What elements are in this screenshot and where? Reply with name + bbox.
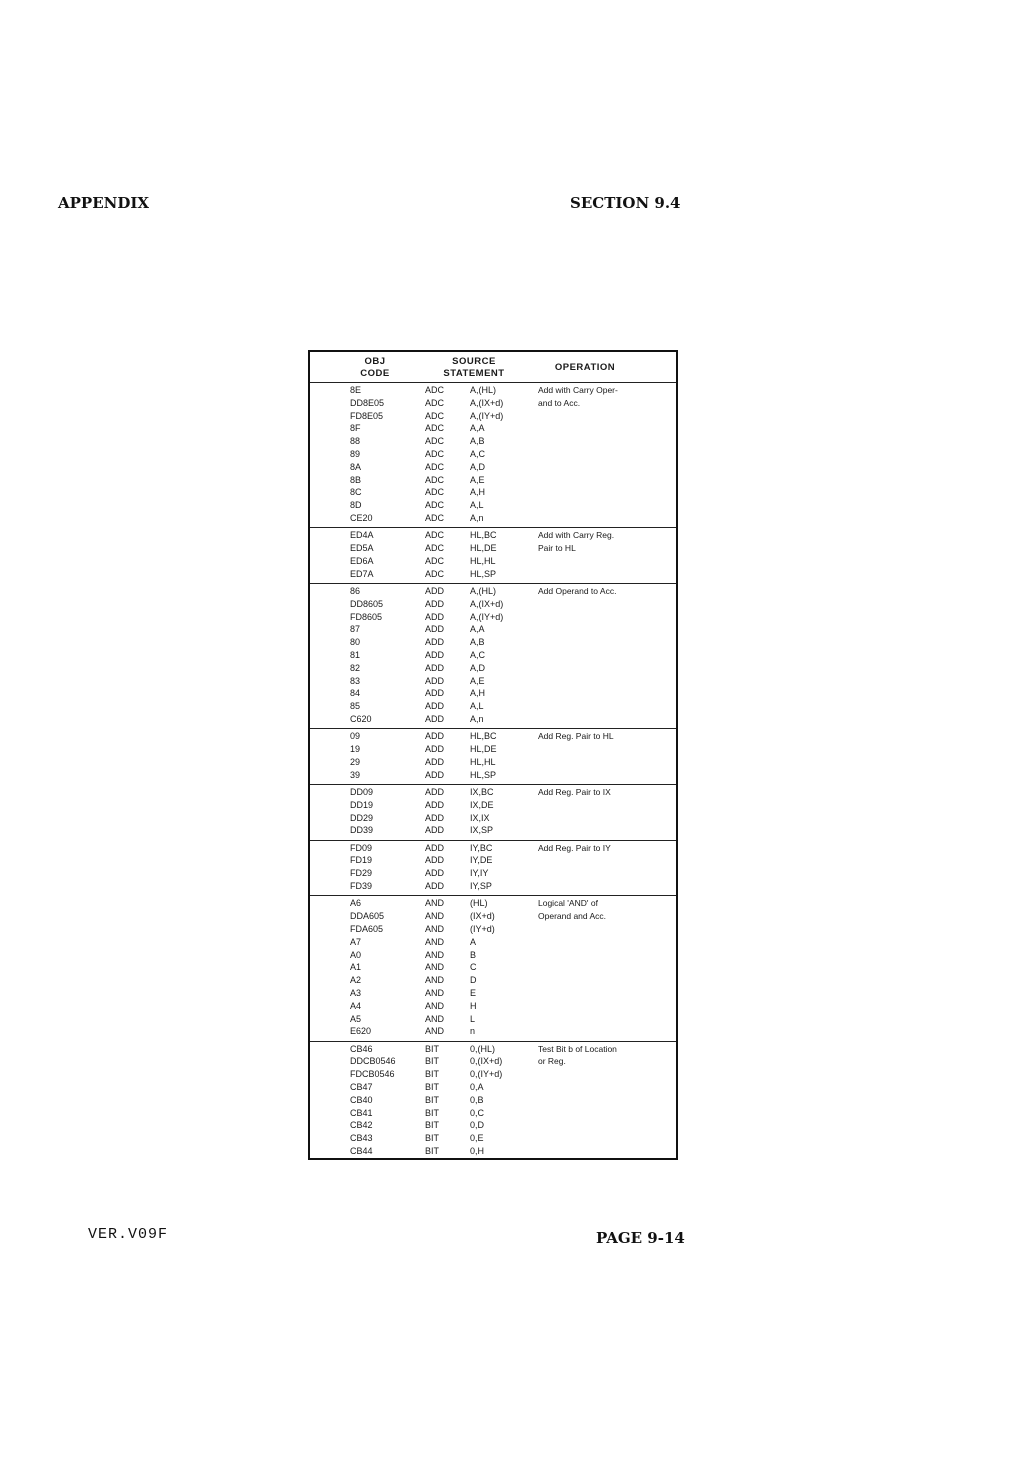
obj-code-cell: 8B — [350, 474, 362, 485]
operand-cell: A,D — [470, 662, 486, 673]
operation-line: and to Acc. — [538, 397, 581, 408]
obj-code-cell: ED7A — [350, 568, 374, 579]
mnemonic-cell: ADD — [425, 688, 445, 699]
obj-code-cell: FDCB0546 — [350, 1069, 395, 1080]
obj-code-cell: FD8605 — [350, 611, 383, 622]
obj-code-cell: 86 — [350, 586, 361, 596]
mnemonic-cell: ADD — [425, 812, 445, 823]
obj-code-cell: ED6A — [350, 555, 374, 566]
obj-code-cell: A2 — [350, 975, 362, 986]
obj-code-cell: A7 — [350, 936, 362, 947]
obj-code-cell: 8E — [350, 385, 362, 395]
obj-code-cell: A0 — [350, 949, 362, 960]
mnemonic-cell: ADD — [425, 586, 445, 596]
table-row — [310, 713, 676, 726]
row-group — [310, 784, 676, 840]
mnemonic-cell: BIT — [425, 1056, 440, 1067]
obj-code-cell: A6 — [350, 898, 362, 909]
obj-code-cell: 87 — [350, 624, 361, 635]
mnemonic-cell: AND — [425, 962, 445, 973]
table-row — [310, 961, 676, 974]
operation-line: Operand and Acc. — [538, 911, 607, 922]
mnemonic-cell: ADC — [425, 448, 445, 459]
table-row — [310, 448, 676, 461]
col-header-source — [428, 356, 520, 380]
mnemonic-cell: ADD — [425, 731, 445, 742]
table-row — [310, 987, 676, 1000]
operation-line: Logical 'AND' of — [538, 898, 598, 909]
obj-code-cell: CB40 — [350, 1094, 373, 1105]
mnemonic-cell: ADD — [425, 799, 445, 810]
table-row — [310, 435, 676, 448]
operand-cell: IY,BC — [470, 842, 493, 853]
operand-cell: A,H — [470, 688, 486, 699]
operand-cell: 0,C — [470, 1107, 485, 1118]
mnemonic-cell: AND — [425, 949, 445, 960]
table-row — [310, 910, 676, 923]
operand-cell: A,C — [470, 649, 486, 660]
operand-cell: IY,IY — [470, 868, 489, 879]
operand-cell: IY,DE — [470, 855, 493, 866]
operand-cell: HL,SP — [470, 769, 497, 780]
operand-cell: A,B — [470, 637, 485, 648]
row-group — [310, 1041, 676, 1161]
operand-cell: 0,(HL) — [470, 1043, 496, 1054]
obj-code-cell: A1 — [350, 962, 362, 973]
obj-code-cell: 84 — [350, 688, 361, 699]
table-row — [310, 623, 676, 636]
table-row — [310, 880, 676, 893]
operation-line: Pair to HL — [538, 543, 576, 554]
obj-code-cell: 85 — [350, 701, 361, 712]
operand-cell: A,(IY+d) — [470, 410, 504, 421]
table-row — [310, 730, 676, 743]
table-row — [310, 687, 676, 700]
operand-cell: C — [470, 962, 477, 973]
table-row — [310, 422, 676, 435]
mnemonic-cell: ADC — [425, 568, 445, 579]
mnemonic-cell: ADC — [425, 436, 445, 447]
footer-version: VER.V09F — [88, 1226, 169, 1243]
operand-cell: HL,DE — [470, 543, 497, 554]
mnemonic-cell: BIT — [425, 1043, 440, 1054]
obj-code-cell: DDCB0546 — [350, 1056, 396, 1067]
table-row — [310, 1000, 676, 1013]
table-row — [310, 529, 676, 542]
obj-code-cell: DD19 — [350, 799, 374, 810]
operand-cell: A,(HL) — [470, 385, 497, 395]
table-row — [310, 542, 676, 555]
mnemonic-cell: ADD — [425, 842, 445, 853]
table-row — [310, 1081, 676, 1094]
table-row — [310, 1094, 676, 1107]
obj-code-cell: DD09 — [350, 787, 374, 797]
obj-code-cell: 8F — [350, 423, 361, 434]
mnemonic-cell: BIT — [425, 1120, 440, 1131]
operation-line: or Reg. — [538, 1056, 566, 1067]
operand-cell: 0,E — [470, 1133, 484, 1144]
row-group — [310, 527, 676, 583]
mnemonic-cell: ADC — [425, 543, 445, 554]
obj-code-cell: 19 — [350, 744, 361, 755]
obj-code-cell: 8D — [350, 500, 362, 511]
obj-code-cell: 89 — [350, 448, 361, 459]
table-row — [310, 1025, 676, 1038]
obj-code-cell: CB47 — [350, 1082, 373, 1093]
mnemonic-cell: BIT — [425, 1094, 440, 1105]
operand-cell: A,B — [470, 436, 485, 447]
operand-cell: 0,H — [470, 1146, 485, 1157]
mnemonic-cell: ADD — [425, 675, 445, 686]
operation-line: Add with Carry Oper- — [538, 385, 618, 395]
operand-cell: IX,SP — [470, 825, 494, 836]
table-row — [310, 568, 676, 581]
mnemonic-cell: BIT — [425, 1069, 440, 1080]
mnemonic-cell: ADD — [425, 637, 445, 648]
mnemonic-cell: AND — [425, 1026, 445, 1037]
mnemonic-cell: ADD — [425, 744, 445, 755]
operand-cell: A,(IX+d) — [470, 598, 504, 609]
mnemonic-cell: ADD — [425, 701, 445, 712]
col-header-obj-code — [340, 356, 410, 380]
mnemonic-cell: ADD — [425, 855, 445, 866]
obj-code-cell: FD09 — [350, 842, 373, 853]
table-row — [310, 949, 676, 962]
operand-cell: HL,DE — [470, 744, 497, 755]
row-group — [310, 895, 676, 1040]
operation-line: Add Reg. Pair to IY — [538, 842, 611, 853]
table-row — [310, 461, 676, 474]
row-group — [310, 840, 676, 896]
table-row — [310, 756, 676, 769]
obj-code-cell: FD8E05 — [350, 410, 384, 421]
table-row — [310, 662, 676, 675]
obj-code-cell: DDA605 — [350, 911, 385, 922]
operand-cell: A,n — [470, 713, 484, 724]
mnemonic-cell: BIT — [425, 1082, 440, 1093]
obj-code-cell: E620 — [350, 1026, 372, 1037]
mnemonic-cell: AND — [425, 923, 445, 934]
table-row — [310, 397, 676, 410]
table-row — [310, 555, 676, 568]
obj-code-cell: A4 — [350, 1000, 362, 1011]
obj-code-cell: FD19 — [350, 855, 373, 866]
mnemonic-cell: ADC — [425, 500, 445, 511]
obj-code-cell: 8A — [350, 461, 362, 472]
table-row — [310, 1145, 676, 1158]
operation-line: Add Reg. Pair to IX — [538, 787, 611, 797]
row-group — [310, 583, 676, 728]
table-row — [310, 842, 676, 855]
operand-cell: A,(IY+d) — [470, 611, 504, 622]
table-row — [310, 636, 676, 649]
mnemonic-cell: ADC — [425, 530, 445, 541]
row-group — [310, 382, 676, 527]
mnemonic-cell: ADD — [425, 756, 445, 767]
table-row — [310, 974, 676, 987]
obj-code-cell: 81 — [350, 649, 361, 660]
operation-line: Add Operand to Acc. — [538, 586, 617, 596]
obj-code-cell: 09 — [350, 731, 361, 742]
operand-cell: E — [470, 987, 477, 998]
mnemonic-cell: AND — [425, 898, 445, 909]
obj-code-cell: CB44 — [350, 1146, 373, 1157]
col-header-src-line2: STATEMENT — [443, 368, 505, 379]
obj-code-cell: 8C — [350, 487, 362, 498]
operand-cell: 0,D — [470, 1120, 485, 1131]
instruction-table — [308, 350, 678, 1160]
mnemonic-cell: ADD — [425, 881, 445, 892]
operand-cell: D — [470, 975, 477, 986]
operand-cell: H — [470, 1000, 477, 1011]
mnemonic-cell: ADC — [425, 555, 445, 566]
mnemonic-cell: BIT — [425, 1146, 440, 1157]
table-row — [310, 812, 676, 825]
mnemonic-cell: AND — [425, 975, 445, 986]
obj-code-cell: 29 — [350, 756, 361, 767]
operand-cell: HL,HL — [470, 555, 496, 566]
operand-cell: A,H — [470, 487, 486, 498]
operand-cell: 0,A — [470, 1082, 484, 1093]
operand-cell: (IY+d) — [470, 923, 495, 934]
mnemonic-cell: AND — [425, 987, 445, 998]
operand-cell: (HL) — [470, 898, 488, 909]
table-row — [310, 769, 676, 782]
header-appendix: APPENDIX — [58, 194, 150, 212]
table-row — [310, 799, 676, 812]
mnemonic-cell: ADD — [425, 624, 445, 635]
operand-cell: A,L — [470, 701, 484, 712]
table-row — [310, 1013, 676, 1026]
operand-cell: A,(HL) — [470, 586, 497, 596]
table-row — [310, 1068, 676, 1081]
table-row — [310, 1107, 676, 1120]
obj-code-cell: CB42 — [350, 1120, 373, 1131]
operand-cell: A,E — [470, 675, 485, 686]
operand-cell: A,E — [470, 474, 485, 485]
mnemonic-cell: ADD — [425, 825, 445, 836]
table-row — [310, 1119, 676, 1132]
operation-line: Test Bit b of Location — [538, 1043, 617, 1054]
operand-cell: A,A — [470, 423, 485, 434]
obj-code-cell: FD39 — [350, 881, 373, 892]
obj-code-cell: CB46 — [350, 1043, 373, 1054]
mnemonic-cell: ADC — [425, 423, 445, 434]
operation-line: Add with Carry Reg. — [538, 530, 615, 541]
table-row — [310, 824, 676, 837]
obj-code-cell: CB43 — [350, 1133, 373, 1144]
operand-cell: A,(IX+d) — [470, 397, 504, 408]
mnemonic-cell: ADD — [425, 598, 445, 609]
mnemonic-cell: ADC — [425, 487, 445, 498]
table-row — [310, 675, 676, 688]
mnemonic-cell: ADD — [425, 787, 445, 797]
col-header-obj-line2: CODE — [360, 368, 390, 379]
obj-code-cell: FD29 — [350, 868, 373, 879]
table-row — [310, 512, 676, 525]
obj-code-cell: 80 — [350, 637, 361, 648]
mnemonic-cell: BIT — [425, 1133, 440, 1144]
row-group — [310, 728, 676, 784]
col-header-src-line1: SOURCE — [452, 356, 496, 367]
mnemonic-cell: ADD — [425, 649, 445, 660]
operand-cell: n — [470, 1026, 476, 1037]
mnemonic-cell: ADD — [425, 662, 445, 673]
table-row — [310, 923, 676, 936]
table-row — [310, 1043, 676, 1056]
operand-cell: A,D — [470, 461, 486, 472]
obj-code-cell: DD29 — [350, 812, 374, 823]
mnemonic-cell: ADC — [425, 385, 445, 395]
table-row — [310, 598, 676, 611]
mnemonic-cell: AND — [425, 1000, 445, 1011]
table-row — [310, 897, 676, 910]
table-row — [310, 1055, 676, 1068]
table-row — [310, 1132, 676, 1145]
obj-code-cell: FDA605 — [350, 923, 384, 934]
operand-cell: A,n — [470, 512, 484, 523]
table-row — [310, 611, 676, 624]
table-row — [310, 867, 676, 880]
table-row — [310, 649, 676, 662]
table-row — [310, 410, 676, 423]
obj-code-cell: 83 — [350, 675, 361, 686]
operand-cell: IX,IX — [470, 812, 490, 823]
mnemonic-cell: ADC — [425, 410, 445, 421]
obj-code-cell: A5 — [350, 1013, 362, 1024]
obj-code-cell: CB41 — [350, 1107, 373, 1118]
table-row — [310, 499, 676, 512]
operand-cell: IX,DE — [470, 799, 494, 810]
col-header-obj-line1: OBJ — [364, 356, 386, 367]
obj-code-cell: CE20 — [350, 512, 373, 523]
operand-cell: IY,SP — [470, 881, 492, 892]
table-row — [310, 700, 676, 713]
mnemonic-cell: ADD — [425, 713, 445, 724]
operand-cell: IX,BC — [470, 787, 494, 797]
operand-cell: B — [470, 949, 477, 960]
mnemonic-cell: ADC — [425, 474, 445, 485]
footer-page-number: PAGE 9-14 — [596, 1229, 685, 1247]
table-row — [310, 936, 676, 949]
operand-cell: HL,HL — [470, 756, 496, 767]
mnemonic-cell: AND — [425, 911, 445, 922]
table-row — [310, 585, 676, 598]
operand-cell: 0,B — [470, 1094, 484, 1105]
operand-cell: A,L — [470, 500, 484, 511]
table-row — [310, 486, 676, 499]
table-row — [310, 743, 676, 756]
header-section: SECTION 9.4 — [570, 194, 681, 212]
mnemonic-cell: ADC — [425, 397, 445, 408]
mnemonic-cell: ADC — [425, 461, 445, 472]
mnemonic-cell: AND — [425, 936, 445, 947]
operand-cell: HL,BC — [470, 731, 497, 742]
obj-code-cell: 39 — [350, 769, 361, 780]
obj-code-cell: DD8E05 — [350, 397, 385, 408]
table-row — [310, 474, 676, 487]
obj-code-cell: DD39 — [350, 825, 374, 836]
operation-line: Add Reg. Pair to HL — [538, 731, 614, 742]
obj-code-cell: 82 — [350, 662, 361, 673]
mnemonic-cell: ADD — [425, 769, 445, 780]
table-row — [310, 854, 676, 867]
obj-code-cell: DD8605 — [350, 598, 384, 609]
mnemonic-cell: BIT — [425, 1107, 440, 1118]
obj-code-cell: ED4A — [350, 530, 374, 541]
table-row — [310, 384, 676, 397]
operand-cell: (IX+d) — [470, 911, 495, 922]
operand-cell: L — [470, 1013, 476, 1024]
obj-code-cell: 88 — [350, 436, 361, 447]
operand-cell: A,C — [470, 448, 486, 459]
operand-cell: A,A — [470, 624, 485, 635]
obj-code-cell: ED5A — [350, 543, 374, 554]
operand-cell: HL,BC — [470, 530, 497, 541]
obj-code-cell: A3 — [350, 987, 362, 998]
col-header-operation: OPERATION — [554, 362, 616, 373]
mnemonic-cell: ADD — [425, 868, 445, 879]
table-header — [310, 352, 676, 382]
operand-cell: HL,SP — [470, 568, 497, 579]
obj-code-cell: C620 — [350, 713, 372, 724]
mnemonic-cell: ADD — [425, 611, 445, 622]
mnemonic-cell: ADC — [425, 512, 445, 523]
operand-cell: 0,(IY+d) — [470, 1069, 503, 1080]
table-row — [310, 786, 676, 799]
operand-cell: 0,(IX+d) — [470, 1056, 503, 1067]
operand-cell: A — [470, 936, 477, 947]
mnemonic-cell: AND — [425, 1013, 445, 1024]
